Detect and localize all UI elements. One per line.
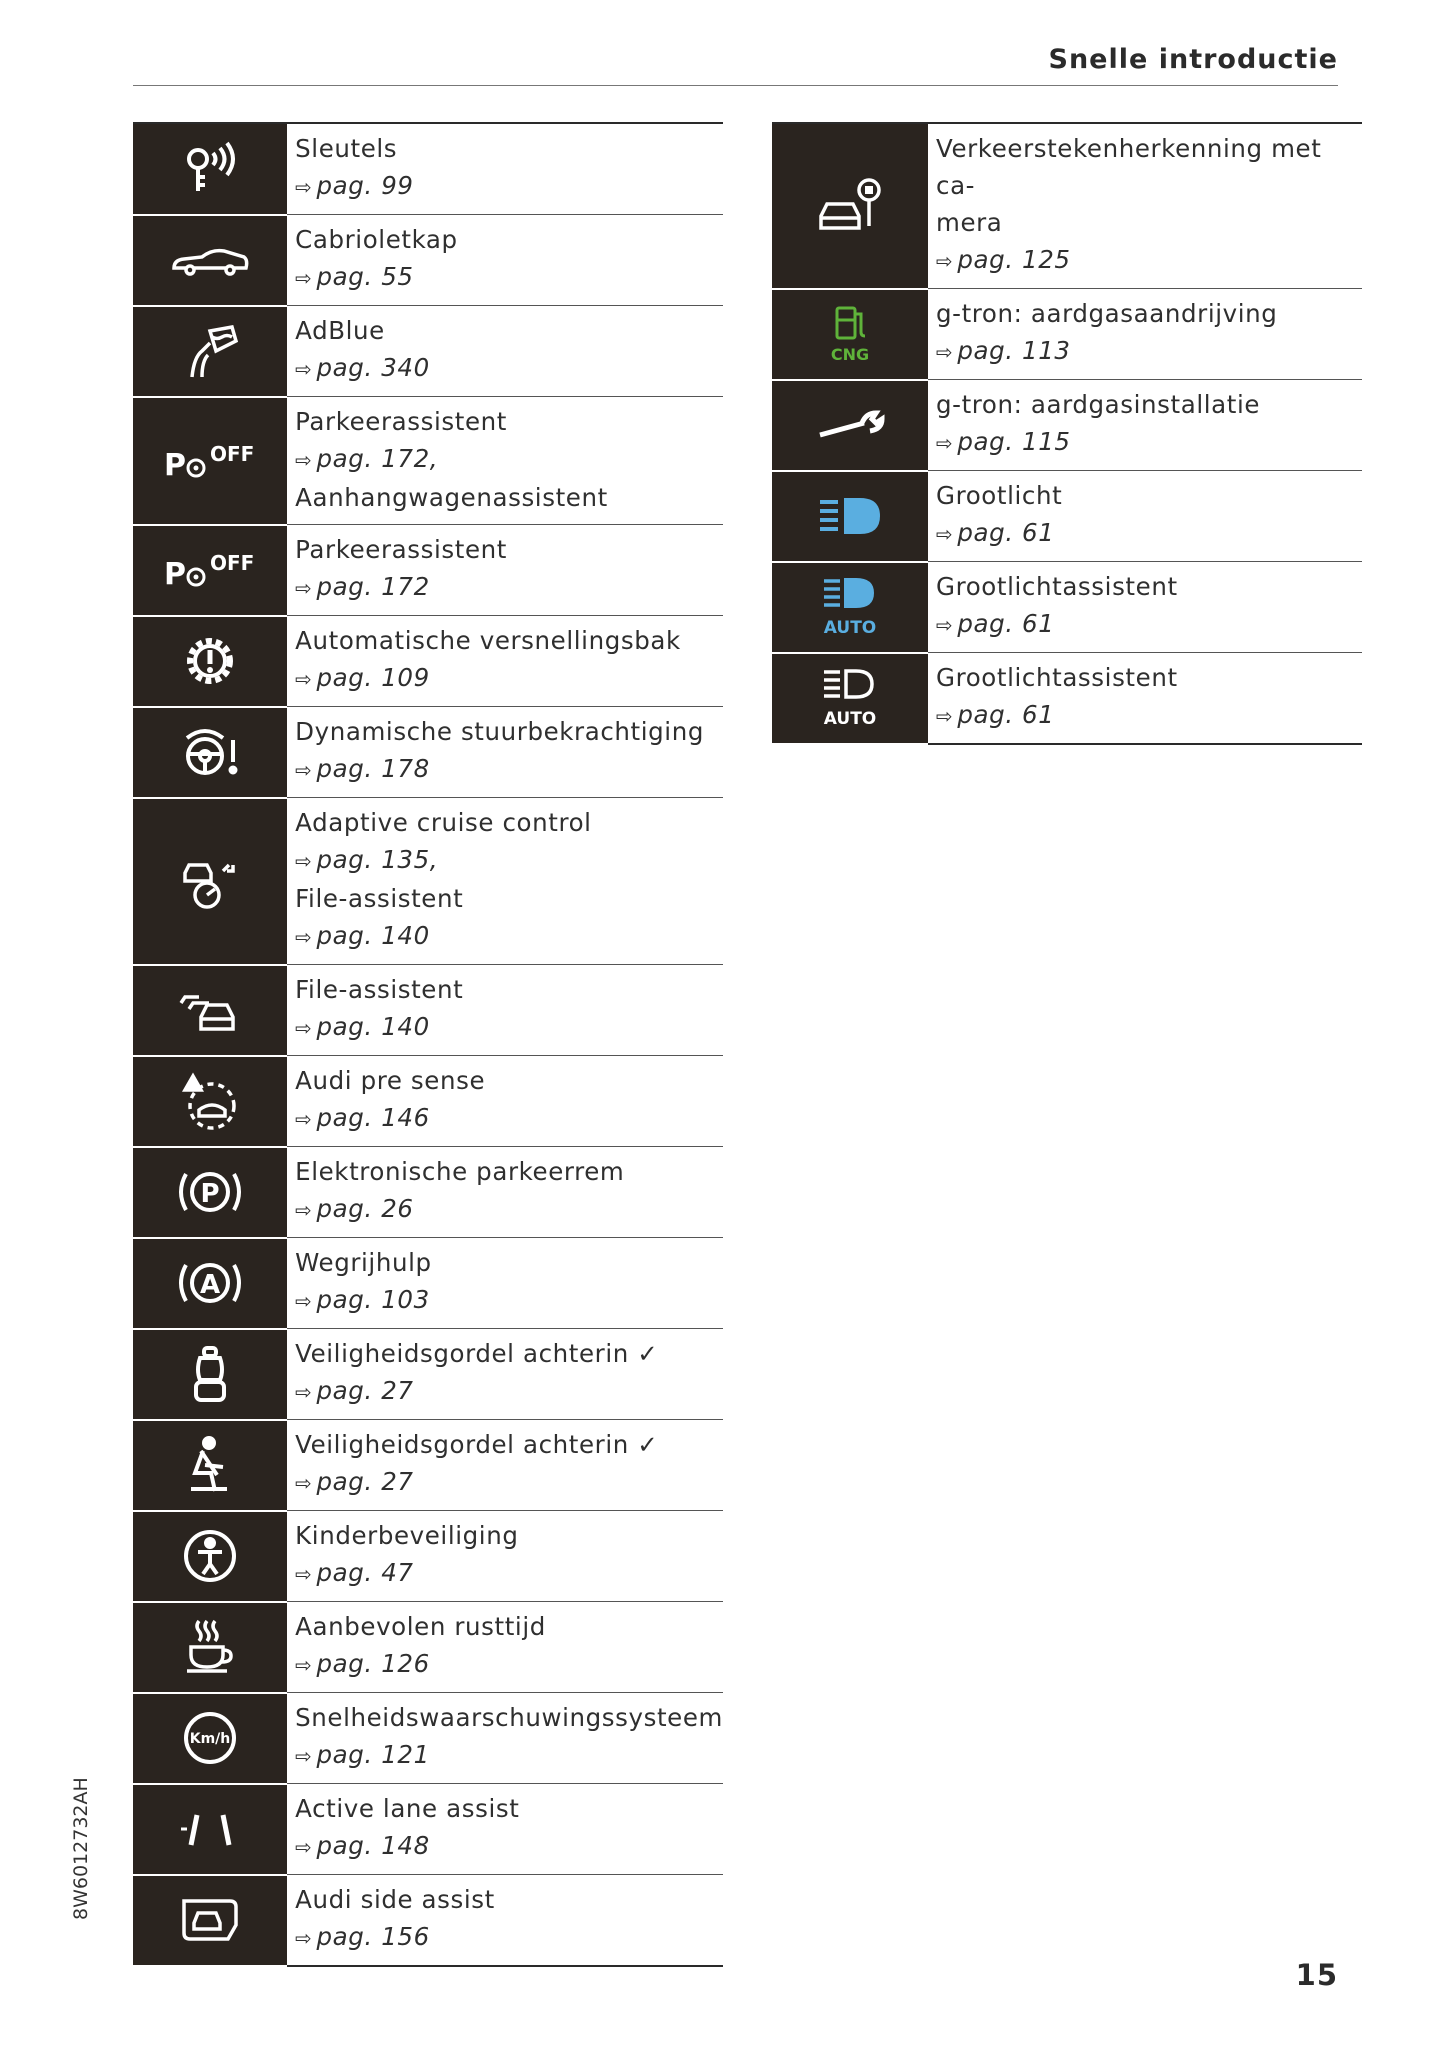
traffic-jam-icon: [133, 965, 287, 1056]
page-reference[interactable]: ⇨ pag. 146: [295, 1103, 430, 1132]
page-reference[interactable]: ⇨ pag. 61: [936, 518, 1055, 547]
arrow-right-icon: ⇨: [295, 175, 313, 199]
page-reference[interactable]: ⇨ pag. 178: [295, 754, 430, 783]
arrow-right-icon: ⇨: [295, 925, 313, 949]
table-row: [133, 123, 723, 215]
table-row: [133, 1420, 723, 1511]
indicator-label: Sleutels: [295, 134, 398, 163]
arrow-right-icon: ⇨: [936, 249, 954, 273]
indicator-label: Audi pre sense: [295, 1066, 486, 1095]
indicator-label: Grootlicht: [936, 481, 1063, 510]
arrow-right-icon: ⇨: [295, 357, 313, 381]
table-row: [133, 397, 723, 525]
high-beam-icon: [772, 471, 928, 562]
arrow-right-icon: ⇨: [295, 1107, 313, 1131]
page-reference[interactable]: ⇨ pag. 340: [295, 353, 430, 382]
parking-brake-icon: [133, 1147, 287, 1238]
table-row: [133, 1056, 723, 1147]
arrow-right-icon: ⇨: [295, 667, 313, 691]
svg-text:A: A: [200, 1270, 221, 1300]
table-row: [133, 1602, 723, 1693]
page-reference[interactable]: ⇨ pag. 61: [936, 700, 1055, 729]
table-row: [133, 1875, 723, 1967]
indicator-label: Veiligheidsgordel achterin ✓: [295, 1430, 659, 1459]
indicator-description: [928, 562, 1362, 653]
page-reference[interactable]: ⇨ pag. 172: [295, 572, 430, 601]
indicator-description: [287, 1238, 723, 1329]
indicator-label: Grootlichtassistent: [936, 572, 1178, 601]
svg-text:P: P: [164, 447, 187, 483]
indicator-description: [287, 397, 723, 525]
table-row: [133, 1238, 723, 1329]
seatbelt-icon: [133, 1420, 287, 1511]
arrow-right-icon: ⇨: [295, 266, 313, 290]
page-header-title: Snelle introductie: [1048, 44, 1338, 75]
steering-warning-icon: [133, 707, 287, 798]
arrow-right-icon: ⇨: [295, 576, 313, 600]
page-reference[interactable]: ⇨ pag. 27: [295, 1467, 414, 1496]
indicator-description: [287, 1511, 723, 1602]
indicator-label: Audi side assist: [295, 1885, 495, 1914]
header-divider: [133, 85, 1338, 86]
page-reference[interactable]: ⇨ pag. 61: [936, 609, 1055, 638]
table-row: [772, 289, 1362, 380]
page-reference[interactable]: ⇨ pag. 115: [936, 427, 1071, 456]
indicator-label: Verkeerstekenherkenning met ca-: [936, 134, 1322, 200]
indicator-label: Parkeerassistent: [295, 407, 507, 436]
indicator-label: Grootlichtassistent: [936, 663, 1178, 692]
table-row: [133, 965, 723, 1056]
arrow-right-icon: ⇨: [295, 758, 313, 782]
gear-icon: [133, 616, 287, 707]
page-reference[interactable]: ⇨ pag. 55: [295, 262, 414, 291]
cng-fuel-icon: [772, 289, 928, 380]
indicator-label: Dynamische stuurbekrachtiging: [295, 717, 704, 746]
indicator-description: [287, 1602, 723, 1693]
table-row: [133, 306, 723, 397]
coffee-cup-icon: [133, 1602, 287, 1693]
indicator-description: [928, 289, 1362, 380]
svg-text:P: P: [200, 1179, 220, 1209]
table-row: [772, 653, 1362, 745]
cruise-control-icon: [133, 798, 287, 965]
indicator-description: [928, 653, 1362, 745]
indicator-label: File-assistent: [295, 975, 464, 1004]
page-reference[interactable]: ⇨ pag. 27: [295, 1376, 414, 1405]
traffic-sign-camera-icon: [772, 123, 928, 289]
arrow-right-icon: ⇨: [936, 522, 954, 546]
table-row: [133, 215, 723, 306]
arrow-right-icon: ⇨: [936, 613, 954, 637]
wrench-icon: [772, 380, 928, 471]
page-reference[interactable]: ⇨ pag. 47: [295, 1558, 414, 1587]
indicator-description: [287, 525, 723, 616]
arrow-right-icon: ⇨: [295, 1562, 313, 1586]
indicator-description: [287, 215, 723, 306]
table-row: [133, 616, 723, 707]
high-beam-auto-outline-icon: [772, 653, 928, 745]
page-reference[interactable]: ⇨ pag. 113: [936, 336, 1071, 365]
indicator-description: [287, 1420, 723, 1511]
adblue-nozzle-icon: [133, 306, 287, 397]
svg-text:OFF: OFF: [210, 441, 255, 466]
child-safety-icon: [133, 1511, 287, 1602]
indicator-description: [928, 380, 1362, 471]
svg-text:AUTO: AUTO: [823, 709, 877, 729]
page-reference[interactable]: ⇨ pag. 126: [295, 1649, 430, 1678]
indicator-label: Parkeerassistent: [295, 535, 507, 564]
indicator-description: [287, 1693, 723, 1784]
indicator-table-right: [772, 122, 1362, 745]
page-reference[interactable]: ⇨ pag. 103: [295, 1285, 430, 1314]
table-row: [772, 562, 1362, 653]
arrow-right-icon: ⇨: [295, 1016, 313, 1040]
indicator-label: Kinderbeveiliging: [295, 1521, 519, 1550]
indicator-label-secondary: File-assistent: [295, 884, 464, 913]
indicator-description: [287, 306, 723, 397]
park-assist-off-icon: [133, 397, 287, 525]
page-reference[interactable]: ⇨ pag. 109: [295, 663, 430, 692]
arrow-right-icon: ⇨: [295, 1653, 313, 1677]
table-row: [133, 1329, 723, 1420]
indicator-label: g-tron: aardgasinstallatie: [936, 390, 1261, 419]
arrow-right-icon: ⇨: [295, 1471, 313, 1495]
page-reference[interactable]: ⇨ pag. 135,: [295, 845, 439, 874]
arrow-right-icon: ⇨: [936, 704, 954, 728]
arrow-right-icon: ⇨: [936, 431, 954, 455]
page-reference[interactable]: ⇨ pag. 156: [295, 1922, 430, 1951]
svg-text:AUTO: AUTO: [823, 618, 877, 637]
indicator-description: [928, 471, 1362, 562]
page-reference[interactable]: ⇨ pag. 148: [295, 1831, 430, 1860]
svg-text:OFF: OFF: [210, 551, 255, 575]
pre-sense-icon: [133, 1056, 287, 1147]
indicator-label: Veiligheidsgordel achterin ✓: [295, 1339, 659, 1368]
arrow-right-icon: ⇨: [295, 1380, 313, 1404]
start-assist-icon: [133, 1238, 287, 1329]
arrow-right-icon: ⇨: [936, 340, 954, 364]
page-reference[interactable]: ⇨ pag. 140: [295, 921, 430, 950]
page-reference[interactable]: ⇨ pag. 172,: [295, 444, 439, 473]
rear-seat-icon: [133, 1329, 287, 1420]
indicator-label: Elektronische parkeerrem: [295, 1157, 625, 1186]
page-reference[interactable]: ⇨ pag. 99: [295, 171, 414, 200]
speed-warning-icon: [133, 1693, 287, 1784]
page-reference[interactable]: ⇨ pag. 125: [936, 245, 1071, 274]
indicator-description: [287, 707, 723, 798]
lane-assist-icon: [133, 1784, 287, 1875]
table-row: [133, 525, 723, 616]
indicator-label-secondary: Aanhangwagenassistent: [295, 483, 608, 512]
arrow-right-icon: ⇨: [295, 1198, 313, 1222]
table-row: [133, 1511, 723, 1602]
key-signal-icon: [133, 123, 287, 215]
convertible-car-icon: [133, 215, 287, 306]
indicator-label: Automatische versnellingsbak: [295, 626, 681, 655]
indicator-description: [287, 965, 723, 1056]
indicator-label: Aanbevolen rusttijd: [295, 1612, 546, 1641]
arrow-right-icon: ⇨: [295, 448, 313, 472]
indicator-label: Cabrioletkap: [295, 225, 458, 254]
indicator-description: [287, 1875, 723, 1967]
indicator-label: Active lane assist: [295, 1794, 520, 1823]
arrow-right-icon: ⇨: [295, 1744, 313, 1768]
indicator-description: [287, 123, 723, 215]
arrow-right-icon: ⇨: [295, 1835, 313, 1859]
indicator-description: [928, 123, 1362, 289]
indicator-label-continued: mera: [936, 208, 1003, 237]
document-code: 8W6012732AH: [70, 1777, 92, 1920]
indicator-label: g-tron: aardgasaandrijving: [936, 299, 1278, 328]
indicator-label: Wegrijhulp: [295, 1248, 432, 1277]
high-beam-auto-icon: [772, 562, 928, 653]
indicator-description: [287, 1784, 723, 1875]
indicator-description: [287, 616, 723, 707]
table-row: [133, 1784, 723, 1875]
table-row: [133, 707, 723, 798]
svg-text:CNG: CNG: [830, 345, 870, 364]
arrow-right-icon: ⇨: [295, 1926, 313, 1950]
svg-text:Km/h: Km/h: [189, 1731, 231, 1747]
page-reference[interactable]: ⇨ pag. 140: [295, 1012, 430, 1041]
svg-text:P: P: [164, 557, 187, 592]
page-reference[interactable]: ⇨ pag. 26: [295, 1194, 414, 1223]
indicator-description: [287, 1147, 723, 1238]
table-row: [133, 1693, 723, 1784]
indicator-label: Snelheidswaarschuwingssysteem: [295, 1703, 723, 1732]
table-row: [772, 123, 1362, 289]
indicator-description: [287, 1329, 723, 1420]
arrow-right-icon: ⇨: [295, 849, 313, 873]
indicator-description: [287, 1056, 723, 1147]
indicator-description: [287, 798, 723, 965]
arrow-right-icon: ⇨: [295, 1289, 313, 1313]
table-row: [772, 380, 1362, 471]
table-row: [133, 1147, 723, 1238]
table-row: [772, 471, 1362, 562]
page-reference[interactable]: ⇨ pag. 121: [295, 1740, 430, 1769]
park-assist-off-icon: [133, 525, 287, 616]
page-number: 15: [1295, 1958, 1338, 1992]
indicator-table-left: [133, 122, 723, 1967]
indicator-label: AdBlue: [295, 316, 385, 345]
indicator-label: Adaptive cruise control: [295, 808, 592, 837]
table-row: [133, 798, 723, 965]
side-assist-icon: [133, 1875, 287, 1967]
